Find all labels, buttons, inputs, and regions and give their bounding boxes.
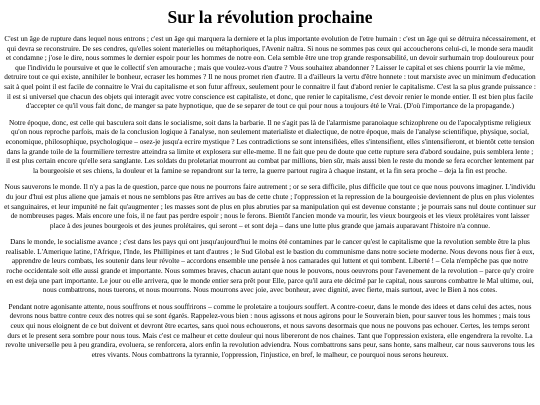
page-title: Sur la révolution prochaine <box>167 7 373 27</box>
paragraph-2: Notre époque, donc, est celle qui basculera soit dans le socialisme, soit dans la barbarie. Il ne s'agit pas là de l'alarmisme paranoiaque schizophrene ou de l'apocalyptisme religieux qu'on nous reproche parfois, mais de la conclusion logique à l'analyse, non seulement materialiste et dialectique, de notre époque, mais de l'analyse scientifique, physique, social, economique, philosophique, psychologique – osez-je jusqu'a ecrire mystique ? Les contradictions se sont intensifiées, elles s'intensifient, elles s'intensifieront, et bientôt cette tension dans la grande toile de la fourmiliere terrestre atteindra sa limite et explosera sur elle-meme. Il ne fait que peu de doute que cette rupture sera d'abord soudaine, puis semblera lente ; il est plus certain encore qu'elle sera sanglante. Les soldats du proletariat mourront au combat par millions, bien sûr, mais aussi bien le reste du monde se fera ecorcher lentement par la bourgeoisie et ses chiens, la douleur et la famine se repandront sur la terre, la guerre partout rugira à chaque instant, et la fin sera proche – deja la fin est proche. <box>5 117 535 175</box>
paragraph-1: C'est un âge de rupture dans lequel nous entrons ; c'est un âge qui marquera la derniere et la plus importante evolution de l'etre humain : c'est un âge qui se détruira nécessairement, et qui devra se reconstruire. De ses cendres, qu'elles soient materielles ou métaphoriques, l'Avenir naîtra. Si nous ne sommes pas ceux qui accoucherons celui-ci, le monde sera maudit et condamne ; j'ose le dire, nous sommes le dernier espoir pour les hommes de notre eon. Cela semble être une trop grande responsabilité, un devoir surhumain trop douloureux pour que l'individu le poursuive et que le collectif s'en amourache ; mais que voulez-vous d'autre ? Vous souhaitez abandonner ? Laisser le capital et ses chiens pourrir la vie même, detruire tout ce qui existe, annihiler le bonheur, ecraser les hommes ? Il ne nous promet rien d'autre. Il a d'ailleurs la vertu d'être honnete : tout marxiste avec un minimum d'education sait à quel point il est facile de connaitre le Vrai du capitalisme et son futur affreux, seulement pour le connaitre il faut d'abord renier le capitalisme. C'est la sa plus grande puissance : il est si universel que chacun des objets qui interagit avec votre conscience est capitaliste, et donc, que renier le capitalisme, c'est devoir renier le monde entier. Il est bien plus facile d'accepter ce qu'il vous fait donc, de manger sa pate hypnotique, que de se separer de tout ce qui pour nous a toujours été le Vrai. (D'où l'importance de la propagande.) <box>4 34 536 111</box>
paragraph-3: Nous sauverons le monde. Il n'y a pas la de question, parce que nous ne pourrons faire autrement ; or se sera difficile, plus difficile que tout ce que nous pouvons imaginer. L'individu du jour d'hui est plus aliene que jamais et nous ne semblons pas être arrives au bas de cette chute ; l'oppression et la repression de la bourgeoisie deviennent de plus en plus violentes et sanguinaires, et leur impunité ne fait qu'augmenter ; les masses sont de plus en plus abruties par sa manipulation qui est devenue constante ; je pourrais sans nul doute continuer sur de nombreuses pages. Mais encore une fois, il ne faut pas perdre espoir ; nous le ferons. Bientôt l'ancien monde va mourir, les vieux bourgeois et les vieux prolétaires vont laisser place à des jeunes bourgeois et des jeunes prolétaires, qui seront – et sont deja – dans une lutte plus grande que jamais auparavant l'histoire n'a connue. <box>4 182 536 230</box>
paragraph-4: Dans le monde, le socialisme avance ; c'est dans les pays qui ont jusqu'aujourd'hui le moins été contamines par le cancer qu'est le capitalisme que la revolution semble être la plus realisable. L'Amerique latine, l'Afrique, l'Inde, les Phillipines et tant d'autres ; le Sud Global est le bastion du communisme dans notre societe moderne. Nous devons nous fier à eux, apprendre de leurs combats, les soutenir dans leur révolte – accordons ensemble une pensée à nos camarades qui luttent et qui tombent. Liberté ! – Cela n'empêche pas que notre roche occidentale soit elle aussi grande et importante. Nous sommes braves, chacun autant que nous le pouvons, nous oeuvrons pour l'avenement de la revolution – parce qu'y croire en est deja une part importante. Le jour ou elle arrivera, que le monde entier sera prêt pour Elle, parce qu'il aura ete décimé par le capital, nous saurons combattre le Mal ultime, oui, nous combattrons, nous tuerons, et nous mourrons. Nous mourrons avec joie, avec bonheur, avec dignité, avec fierte, mais surtout, avec le Bien à nos cotes. <box>5 237 535 295</box>
paragraph-5: Pendant notre agonisante attente, nous souffrons et nous souffrirons – comme le proletaire a toujours souffert. A contre-coeur, dans le monde des idees et dans celui des actes, nous devrons nous battre contre ceux des notres qui se sont égarés. Rappelez-vous bien : nous agissons et nous agirons pour le Souverain bien, pour sauver tous les hommes ; mais tous ceux qui nous eloignent de ce but doivent et devront être ecartes, sans quoi nous echouerons, et nous savons desormais que nous ne pouvons pas echouer. Certes, les temps seront durs et le present sera sombre pour nous tous. Mais c'est ce malheur et cette douleur qui nous libereront de nos chaines. Tant que l'oppression existera, elle engendrera la revolte. La revolte universelle peu à peu grandira, evoluera, se renforcera, alors enfin la revolution adviendra. Nous combattrons sans peur, sans honte, sans malheur, car nous sauverons tous les etres vivants. Nous combattrons la tyrannie, l'oppression, l'injustice, en bref, le malheur, ce pourquoi nous serons heureux. <box>5 301 535 359</box>
